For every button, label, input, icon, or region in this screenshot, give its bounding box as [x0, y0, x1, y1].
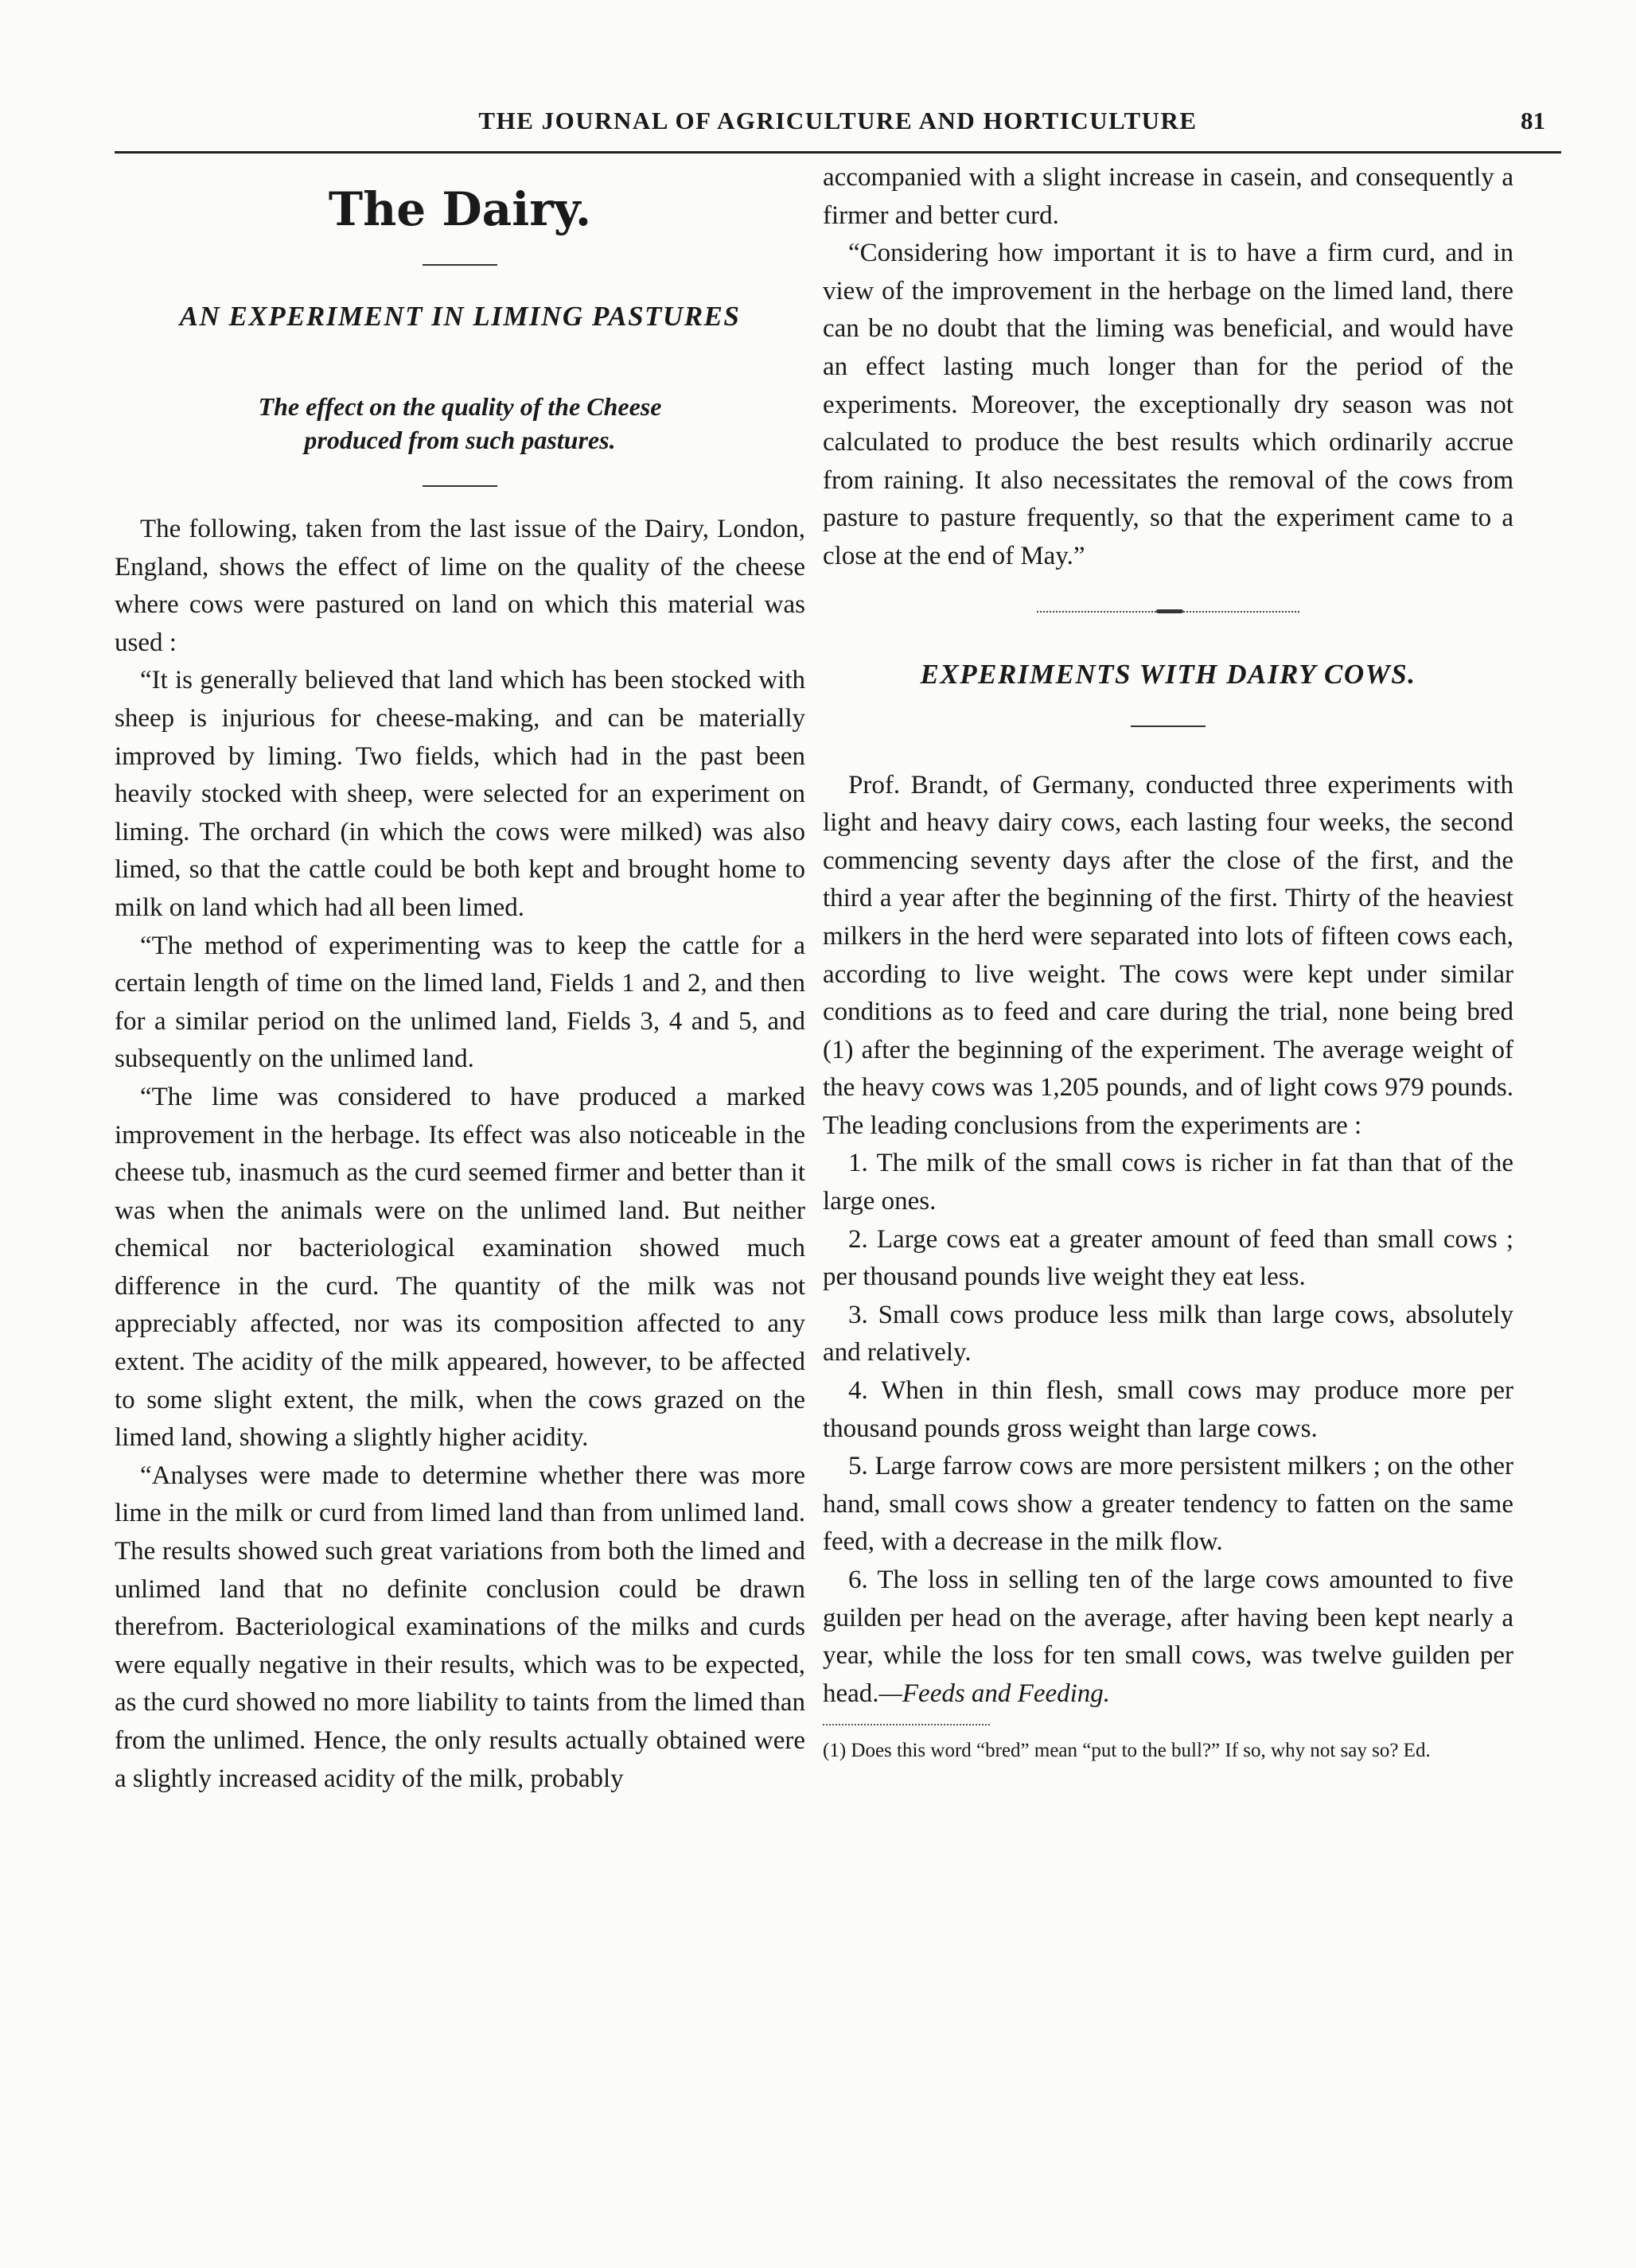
article-subtitle-line1: The effect on the quality of the Cheese [258, 392, 662, 421]
conclusion-4: 4. When in thin flesh, small cows may produce more per thousand pounds gross weight than large cows. [823, 1376, 1513, 1443]
paragraph-continued-1: accompanied with a slight increase in casein, and consequently a firmer and better curd. [823, 163, 1513, 230]
paragraph-quote-3: “The lime was considered to have produced a marked improvement in the herbage. Its effect was also noticeable in the cheese tub, inasmuch as the curd seemed firmer and better than it was when the animals were on the unlimed land. But neither chemical nor bacteriological examination showed much difference in the curd. The quantity of the milk was not appreciably affected, nor was its composition affected to any extent. The acidity of the milk appeared, however, to be affected to some slight extent, the milk, when the cows grazed on the limed land, showing a slightly higher acidity. [115, 1082, 805, 1453]
ornament-divider [1037, 611, 1299, 619]
source-citation: —Feeds and Feeding. [878, 1679, 1111, 1708]
journal-title: THE JOURNAL OF AGRICULTURE AND HORTICULTURE [478, 107, 1198, 134]
article-title-liming: AN EXPERIMENT IN LIMING PASTURES [179, 301, 741, 332]
article-subtitle-line2: produced from such pastures. [304, 426, 616, 454]
conclusion-5: 5. Large farrow cows are more persistent milkers ; on the other hand, small cows show a greater tendency to fatten on the same feed, with a decrease in the milk flow. [823, 1452, 1513, 1557]
paragraph-quote-1: “It is generally believed that land which has been stocked with sheep is injurious for cheese-making, and can be materially improved by liming. Two fields, which had in the past been heavily stocked with sheep, were selected for an experiment on liming. The orchard (in which the cows were milked) was also limed, so that the cattle could be both kept and brought home to milk on land which had all been limed. [115, 666, 805, 922]
running-header [115, 95, 1561, 154]
conclusion-2: 2. Large cows eat a greater amount of feed than small cows ; per thousand pounds live weight they eat less. [823, 1224, 1513, 1292]
footnote: (1) Does this word “bred” mean “put to the bull?” If so, why not say so? Ed. [823, 1740, 1431, 1762]
left-column [115, 159, 805, 1798]
conclusion-6 [823, 1562, 1513, 1713]
footnote-rule [823, 1724, 990, 1725]
right-column [823, 159, 1513, 1764]
article-title-dairy-cows: EXPERIMENTS WITH DAIRY COWS. [920, 658, 1416, 690]
conclusion-1: 1. The milk of the small cows is richer in fat than that of the large ones. [823, 1149, 1513, 1216]
page-number: 81 [1521, 107, 1545, 134]
paragraph-quote-2: “The method of experimenting was to keep the cattle for a certain length of time on the limed land, Fields 1 and 2, and then for a similar period on the unlimed land, Fields 3, 4 and 5, and subsequently on the unlimed land. [115, 931, 805, 1074]
paragraph-quote-4: “Analyses were made to determine whether there was more lime in the milk or curd from limed land than from unlimed land. The results showed such great variations from both the limed and unlimed land that no definite conclusion could be drawn therefrom. Bacteriological examinations of the milks and curds were equally negative in their results, which was to be expected, as the curd showed no more liability to taints from the limed than from the unlimed. Hence, the only results actually obtained were a slightly increased acidity of the milk, probably [115, 1461, 805, 1793]
conclusion-3: 3. Small cows produce less milk than large cows, absolutely and relatively. [823, 1300, 1513, 1367]
paragraph-intro: The following, taken from the last issue of the Dairy, London, England, shows the effect of lime on the quality of the cheese where cows were pastured on land on which this material was used : [115, 515, 805, 657]
conclusion-6-text: 6. The loss in selling ten of the large cows amounted to five guilden per head on the average, after having been kept nearly a year, while the loss for ten small cows, was twelve guilden per head. [823, 1566, 1513, 1708]
section-heading: The Dairy. [328, 182, 592, 236]
paragraph-brandt-intro: Prof. Brandt, of Germany, conducted three experiments with light and heavy dairy cows, each lasting four weeks, the second commencing seventy days after the close of the first, and the third a year after the beginning of the first. Thirty of the heaviest milkers in the herd were separated into lots of fifteen cows each, according to live weight. The cows were kept under similar conditions as to feed and care during the trial, none being bred (1) after the beginning of the experiment. The average weight of the heavy cows was 1,205 pounds, and of light cows 979 pounds. The leading conclusions from the experiments are : [823, 770, 1513, 1140]
paragraph-continued-2: “Considering how important it is to have a firm curd, and in view of the improvement in the herbage on the limed land, there can be no doubt that the liming was beneficial, and would have an effect lasting much longer than for the period of the experiments. Moreover, the exceptionally dry season was not calculated to produce the best results which ordinarily accrue from raining. It also necessitates the removal of the cows from pasture to pasture frequently, so that the experiment came to a close at the end of May.” [823, 239, 1513, 570]
